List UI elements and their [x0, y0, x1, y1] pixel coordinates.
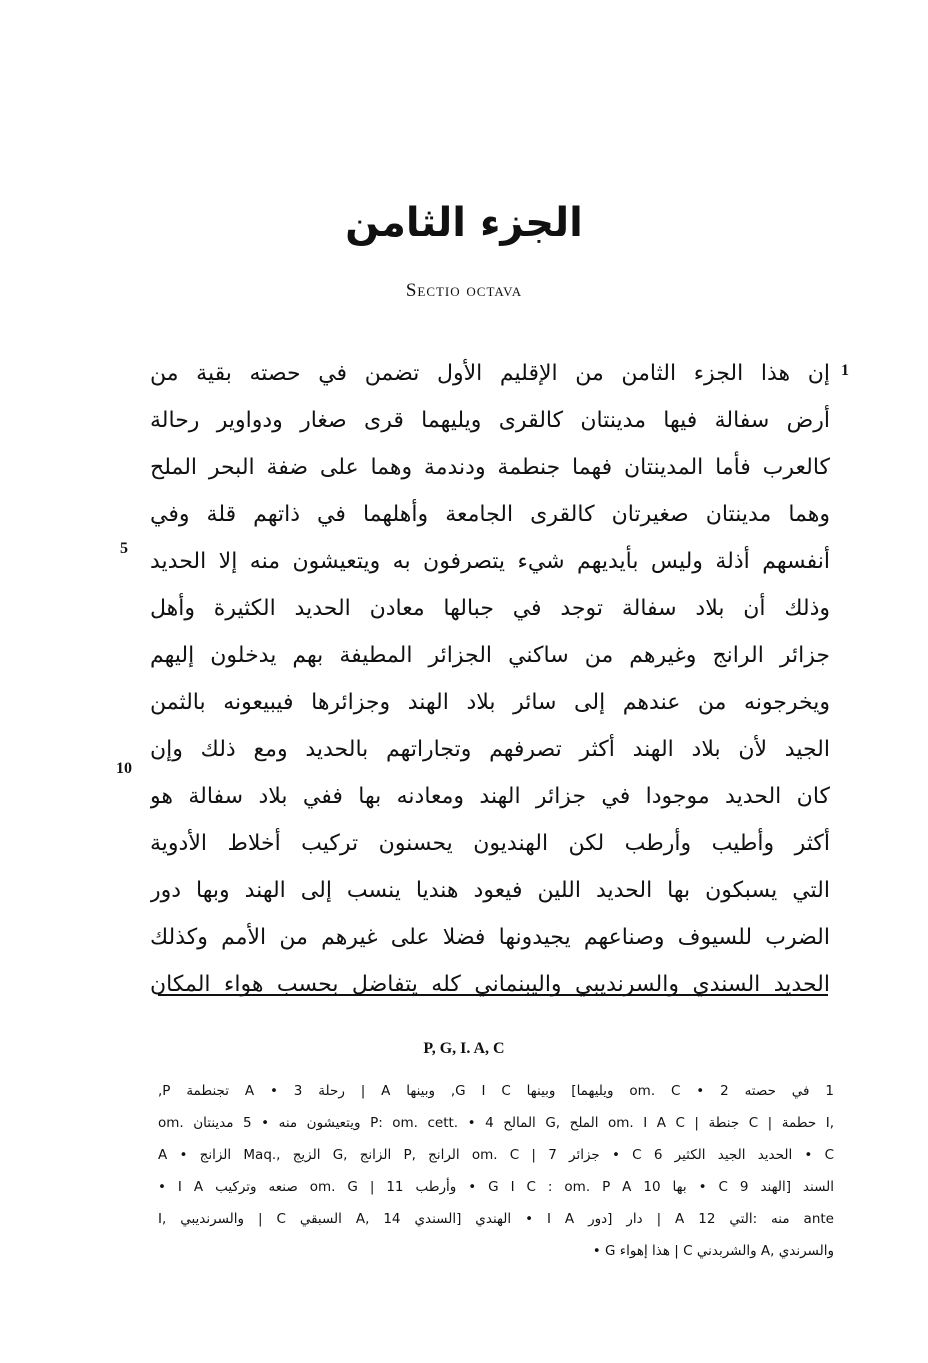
text-line: أرض سفالة فيها مدينتان كالقرى ويليهما قرى صغار ودواوير رحالة [150, 408, 830, 433]
text-line: أكثر وأطيب وأرطب لكن الهنديون يحسنون تركيب أخلاط الأدوية [150, 831, 830, 856]
critical-apparatus [158, 1075, 834, 1267]
text-line: أنفسهم أذلة وليس بأيديهم شيء يتصرفون به ويتعيشون منه إلا الحديد [150, 549, 830, 574]
text-line: كالعرب فأما المدينتان فهما جنطمة ودندمة وهما على ضفة البحر الملح [150, 455, 830, 480]
section-title: الجزء الثامن [345, 200, 583, 246]
text-line: وذلك أن بلاد سفالة توجد في جبالها معادن الحديد الكثيرة وأهل [150, 596, 830, 621]
text-line: كان الحديد موجودا في جزائر الهند ومعادنه بها ففي بلاد سفالة هو [150, 784, 830, 809]
line-number-5: 5 [120, 540, 128, 557]
manuscript-sigla: P, G, I. A, C [423, 1040, 505, 1057]
text-line: جزائر الرانج وغيرهم من ساكني الجزائر المطيفة بهم يدخلون إليهم [150, 643, 830, 668]
text-line: وهما مدينتان صغيرتان كالقرى الجامعة وأهلهما في ذاتهم قلة وفي [150, 502, 830, 527]
text-line: الجيد لأن بلاد الهند أكثر تصرفهم وتجاراتهم بالحديد ومع ذلك وإن [150, 737, 830, 762]
apparatus-line: 1 في حصته om. C • 2 ويليهما] وبينها G I C, وبينها A | رحلة A • 3 تجنطمة P, [158, 1083, 834, 1099]
apparatus-line: I, والسرنديبي | C السبقي A, الهندي [السندي 14 • I A دار [دور | A منه :التي 12 ante [158, 1211, 834, 1227]
apparatus-line: • I A صنعه وتركيب om. G | وأرطب 11 • G I C : om. P A بها 10 • C السند [الهند 9 [158, 1179, 834, 1195]
footnote-divider [158, 994, 828, 996]
apparatus-line: A • الزانج Maq., الزيج G, الزانج P, الرانج om. C | جزائر 7 • C الحديد الجيد الكثير 6 • C [158, 1147, 834, 1163]
text-line: الحديد السندي والسرنديبي واليبنماني كله يتفاضل بحسب هواء المكان [150, 972, 830, 997]
line-number-1: 1 [841, 362, 849, 379]
apparatus-line: om. ويتعيشون منه • 5 مدينتان P: om. cett. • 4 المالح G, الملح om. I A C | جنطة C | حطمة I, [158, 1115, 834, 1131]
line-number-10: 10 [116, 760, 132, 777]
apparatus-line: • G هذا إهواء | C والشربدني A, والسرندي [592, 1243, 834, 1259]
text-line: إن هذا الجزء الثامن من الإقليم الأول تضمن في حصته بقية من [150, 361, 830, 386]
text-line: الضرب للسيوف وصناعهم يجيدونها فضلا على غيرهم من الأمم وكذلك [150, 925, 830, 950]
section-subtitle: Sectio octava [405, 280, 523, 301]
text-line: ويخرجونه من عندهم إلى سائر بلاد الهند وجزائرها فيبيعونه بالثمن [150, 690, 830, 715]
main-text [150, 350, 830, 1008]
text-line: التي يسبكون بها الحديد اللين فيعود هنديا ينسب إلى الهند وبها دور [150, 878, 830, 903]
